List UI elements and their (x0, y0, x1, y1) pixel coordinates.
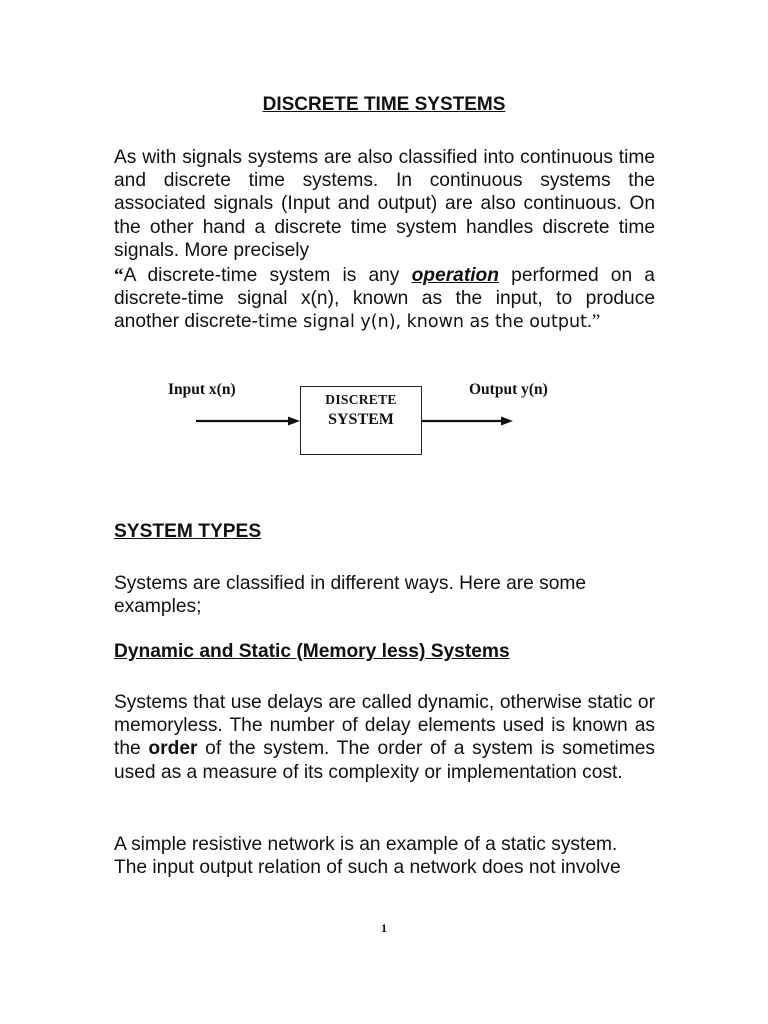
quote-part-3: time signal y(n), known as the output (257, 312, 587, 333)
output-arrow (422, 417, 513, 426)
static-example-paragraph: A simple resistive network is an example of a static system. The input output relation of such a network does not involve (114, 834, 621, 879)
page-title: DISCRETE TIME SYSTEMS (262, 94, 506, 115)
diagram-input-label: Input x(n) (168, 381, 236, 398)
system-types-paragraph: Systems are classified in different ways. Here are some examples; (114, 573, 587, 618)
order-term: order (148, 738, 198, 760)
input-arrow (196, 417, 300, 426)
quote-part-2: performed on a discrete-time signal x(n), known as the input, to produce another discrete- (114, 265, 655, 333)
system-box-line1: DISCRETE (325, 392, 397, 407)
system-types-heading: SYSTEM TYPES (114, 521, 262, 542)
quote-close: .” (586, 311, 601, 333)
definition-quote (114, 264, 655, 335)
dynamic-static-paragraph (114, 691, 655, 784)
dynamic-text-1: Systems that use delays are called dynamic, otherwise static or memoryless. The number of delay elements used is known as the (114, 692, 655, 760)
dynamic-text-2: of the system. The order of a system is sometimes used as a measure of its complexity or implementation cost. (114, 738, 655, 783)
page-number: 1 (381, 921, 387, 935)
quote-part-1: A discrete-time system is any (123, 265, 412, 286)
quote-emphasis: operation (411, 265, 499, 286)
dynamic-static-heading: Dynamic and Static (Memory less) Systems (114, 641, 510, 662)
discrete-system-box (300, 386, 422, 455)
diagram-output-label: Output y(n) (469, 381, 548, 398)
system-box-line2: SYSTEM (328, 411, 394, 428)
quote-open-mark: “ (114, 265, 124, 286)
intro-paragraph: As with signals systems are also classified into continuous time and discrete time systems. In continuous systems the associated signals (Input and output) are also continuous. On the other hand a discrete time system handles discrete time signals. More precisely (114, 147, 655, 261)
